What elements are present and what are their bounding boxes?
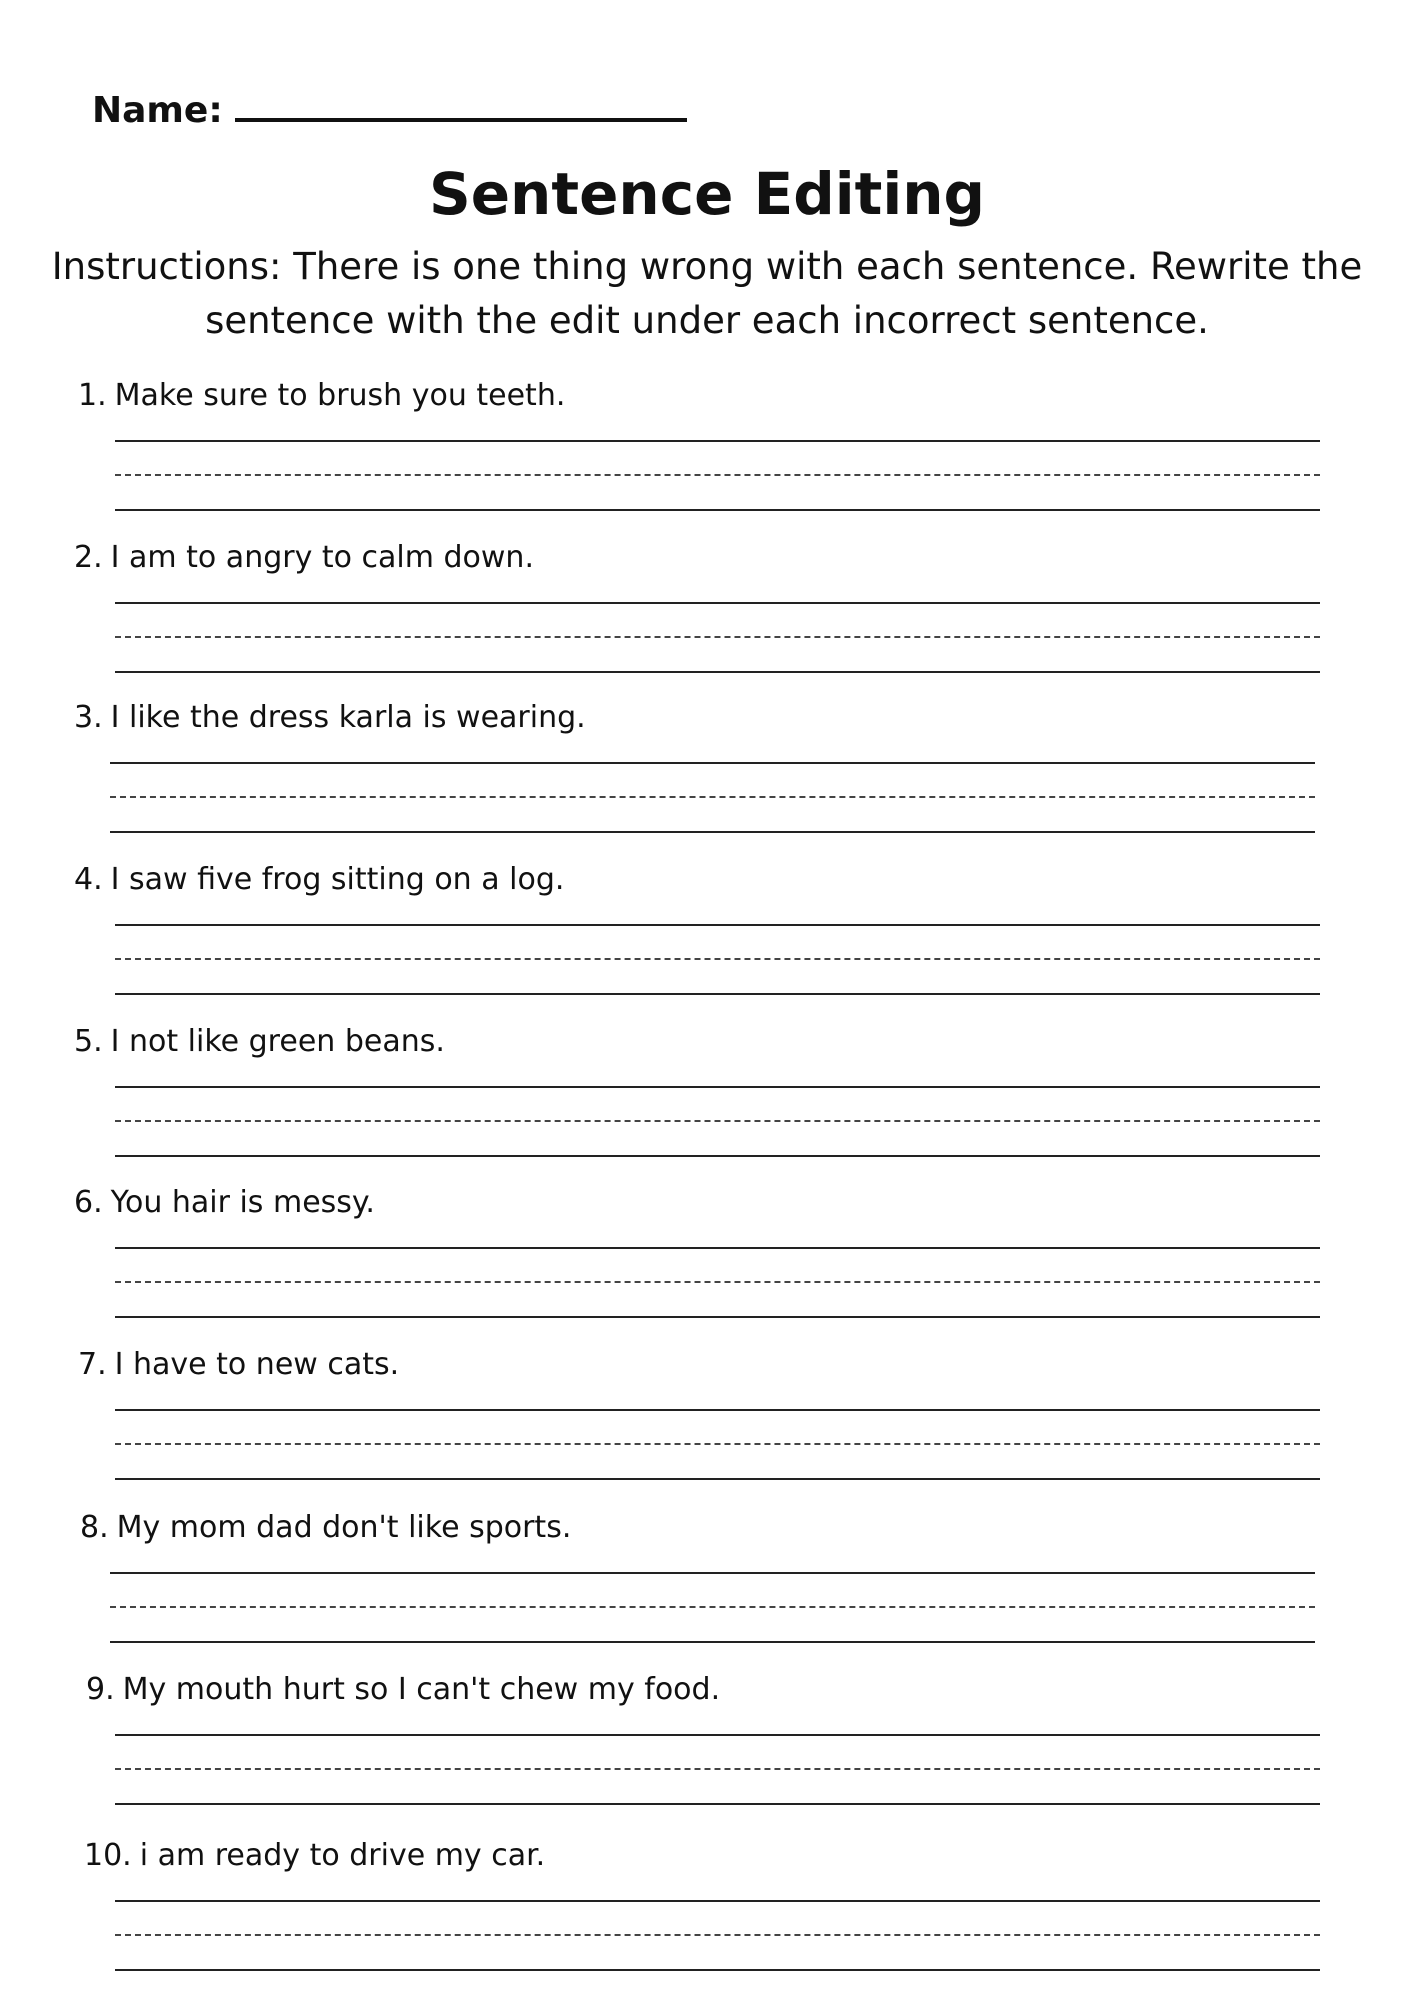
writing-line-middle[interactable] [115,1934,1320,1936]
sentence-label [78,378,565,413]
writing-line-bottom[interactable] [115,993,1320,995]
incorrect-sentence: i am ready to drive my car. [139,1838,546,1873]
incorrect-sentence: My mouth hurt so I can't chew my food. [122,1672,721,1707]
writing-line-top[interactable] [115,1409,1320,1411]
sentence-item [0,862,1414,1022]
name-label: Name: [92,90,223,131]
worksheet-title: Sentence Editing [428,160,986,228]
writing-line-bottom[interactable] [115,1478,1320,1480]
sentence-label [74,700,586,735]
sentence-item [0,1185,1414,1345]
instructions: Instructions: There is one thing wrong with each sentence. Rewrite the sentence with the edit under each incorrect sentence. [51,245,1363,342]
writing-line-bottom[interactable] [115,1316,1320,1318]
item-number: 7. [78,1347,107,1382]
incorrect-sentence: Make sure to brush you teeth. [114,378,566,413]
writing-line-middle[interactable] [115,1768,1320,1770]
writing-line-middle[interactable] [115,1120,1320,1122]
sentence-item [0,1024,1414,1184]
sentence-item [0,1672,1414,1832]
item-number: 6. [74,1185,103,1220]
writing-line-middle[interactable] [115,1281,1320,1283]
sentence-label [78,1347,399,1382]
writing-line-top[interactable] [115,602,1320,604]
writing-line-bottom[interactable] [110,1641,1315,1643]
sentence-item [0,540,1414,700]
writing-line-top[interactable] [115,1900,1320,1902]
item-number: 9. [86,1672,115,1707]
writing-line-top[interactable] [115,924,1320,926]
incorrect-sentence: I have to new cats. [114,1347,400,1382]
writing-line-top[interactable] [115,440,1320,442]
writing-line-middle[interactable] [115,636,1320,638]
writing-line-bottom[interactable] [115,1803,1320,1805]
writing-line-top[interactable] [110,1572,1315,1574]
writing-line-middle[interactable] [110,1606,1315,1608]
sentence-label [74,1024,445,1059]
item-number: 4. [74,862,103,897]
writing-line-middle[interactable] [115,1443,1320,1445]
writing-line-top[interactable] [110,762,1315,764]
sentence-item [0,700,1414,860]
writing-line-top[interactable] [115,1247,1320,1249]
incorrect-sentence: I not like green beans. [110,1024,445,1059]
sentence-label [86,1672,720,1707]
incorrect-sentence: You hair is messy. [110,1185,375,1220]
name-line [92,88,687,131]
item-number: 3. [74,700,103,735]
sentence-item [0,1838,1414,1998]
incorrect-sentence: My mom dad don't like sports. [116,1510,572,1545]
incorrect-sentence: I saw five frog sitting on a log. [110,862,565,897]
incorrect-sentence: I like the dress karla is wearing. [110,700,586,735]
incorrect-sentence: I am to angry to calm down. [110,540,534,575]
sentence-label [84,1838,545,1873]
name-blank-line[interactable] [235,88,687,122]
writing-line-middle[interactable] [110,796,1315,798]
item-number: 1. [78,378,107,413]
writing-line-middle[interactable] [115,474,1320,476]
sentence-label [74,540,534,575]
item-number: 2. [74,540,103,575]
writing-line-middle[interactable] [115,958,1320,960]
sentence-item [0,1347,1414,1507]
writing-line-bottom[interactable] [115,671,1320,673]
sentence-item [0,378,1414,538]
writing-line-bottom[interactable] [115,509,1320,511]
item-number: 5. [74,1024,103,1059]
writing-line-top[interactable] [115,1734,1320,1736]
writing-line-top[interactable] [115,1086,1320,1088]
writing-line-bottom[interactable] [115,1969,1320,1971]
sentence-item [0,1510,1414,1670]
writing-line-bottom[interactable] [110,831,1315,833]
item-number: 10. [84,1838,132,1873]
writing-line-bottom[interactable] [115,1155,1320,1157]
sentence-label [74,862,564,897]
sentence-label [80,1510,571,1545]
item-number: 8. [80,1510,109,1545]
sentence-label [74,1185,375,1220]
